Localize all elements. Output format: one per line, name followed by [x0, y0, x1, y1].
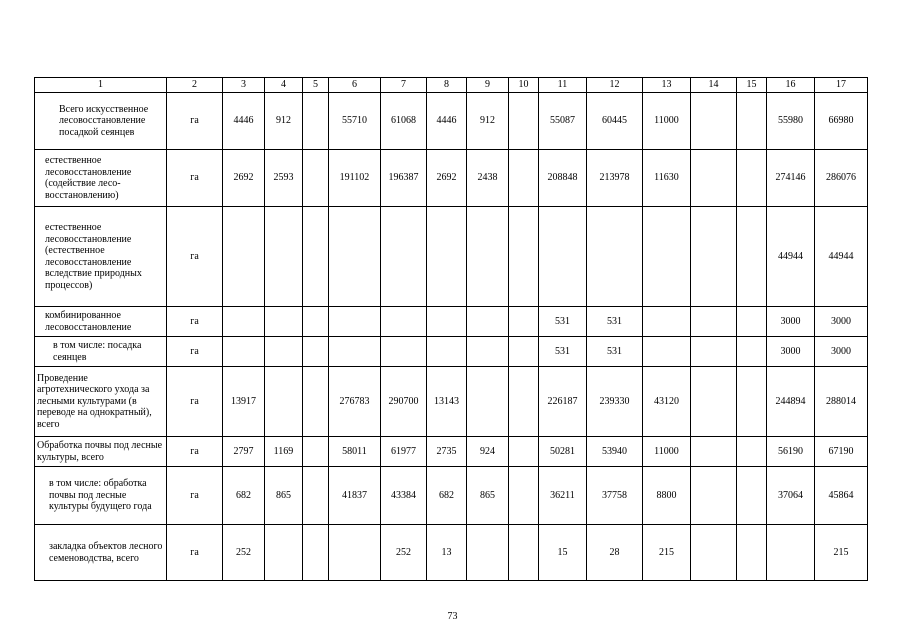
value-cell — [737, 150, 767, 207]
value-cell: 58011 — [329, 437, 381, 467]
value-cell: 60445 — [587, 93, 643, 150]
value-cell — [427, 307, 467, 337]
value-cell — [265, 525, 303, 581]
value-cell — [691, 467, 737, 525]
value-cell — [329, 525, 381, 581]
value-cell: 276783 — [329, 367, 381, 437]
value-cell: 50281 — [539, 437, 587, 467]
value-cell: 3000 — [767, 307, 815, 337]
value-cell — [467, 367, 509, 437]
page-number: 73 — [447, 611, 458, 622]
value-cell — [329, 337, 381, 367]
value-cell: 2797 — [223, 437, 265, 467]
value-cell — [467, 207, 509, 307]
value-cell: 2735 — [427, 437, 467, 467]
table-row — [35, 337, 868, 367]
table-row — [35, 93, 868, 150]
value-cell: 244894 — [767, 367, 815, 437]
value-cell: 2692 — [223, 150, 265, 207]
header-cell: 9 — [467, 78, 509, 93]
header-cell: 10 — [509, 78, 539, 93]
header-cell: 13 — [643, 78, 691, 93]
value-cell: 682 — [427, 467, 467, 525]
value-cell — [467, 337, 509, 367]
value-cell — [329, 307, 381, 337]
value-cell: 8800 — [643, 467, 691, 525]
value-cell: 3000 — [815, 307, 868, 337]
header-cell: 4 — [265, 78, 303, 93]
value-cell: 55980 — [767, 93, 815, 150]
value-cell: 11000 — [643, 93, 691, 150]
unit-cell: га — [167, 467, 223, 525]
value-cell: 2593 — [265, 150, 303, 207]
value-cell: 274146 — [767, 150, 815, 207]
value-cell: 37758 — [587, 467, 643, 525]
value-cell — [691, 367, 737, 437]
table-row — [35, 525, 868, 581]
value-cell: 43120 — [643, 367, 691, 437]
value-cell: 4446 — [223, 93, 265, 150]
value-cell: 3000 — [815, 337, 868, 367]
header-cell: 6 — [329, 78, 381, 93]
unit-cell: га — [167, 337, 223, 367]
value-cell — [303, 367, 329, 437]
value-cell: 215 — [815, 525, 868, 581]
header-cell: 2 — [167, 78, 223, 93]
forest-restoration-table — [34, 77, 868, 581]
header-row — [35, 78, 868, 93]
value-cell — [737, 367, 767, 437]
value-cell — [265, 337, 303, 367]
value-cell: 288014 — [815, 367, 868, 437]
value-cell — [509, 437, 539, 467]
header-cell: 14 — [691, 78, 737, 93]
value-cell: 290700 — [381, 367, 427, 437]
value-cell — [737, 437, 767, 467]
value-cell: 252 — [381, 525, 427, 581]
table-row — [35, 207, 868, 307]
value-cell: 531 — [539, 307, 587, 337]
value-cell — [737, 467, 767, 525]
value-cell — [643, 207, 691, 307]
value-cell — [265, 307, 303, 337]
value-cell: 2438 — [467, 150, 509, 207]
value-cell — [643, 337, 691, 367]
value-cell — [223, 307, 265, 337]
value-cell — [643, 307, 691, 337]
value-cell: 191102 — [329, 150, 381, 207]
value-cell: 531 — [587, 337, 643, 367]
value-cell: 36211 — [539, 467, 587, 525]
value-cell — [427, 337, 467, 367]
value-cell: 213978 — [587, 150, 643, 207]
value-cell: 44944 — [815, 207, 868, 307]
value-cell: 61977 — [381, 437, 427, 467]
value-cell — [467, 525, 509, 581]
value-cell: 13 — [427, 525, 467, 581]
value-cell — [381, 207, 427, 307]
header-cell: 17 — [815, 78, 868, 93]
row-description: Всего искусственное лесовосстановление посадкой сеянцев — [35, 93, 167, 150]
value-cell — [303, 150, 329, 207]
value-cell — [509, 307, 539, 337]
unit-cell: га — [167, 525, 223, 581]
table-row — [35, 150, 868, 207]
value-cell — [303, 93, 329, 150]
value-cell — [303, 437, 329, 467]
value-cell — [303, 525, 329, 581]
value-cell — [223, 337, 265, 367]
value-cell — [303, 307, 329, 337]
value-cell — [691, 93, 737, 150]
table-row — [35, 367, 868, 437]
table-row — [35, 437, 868, 467]
value-cell: 4446 — [427, 93, 467, 150]
table-row — [35, 467, 868, 525]
value-cell: 66980 — [815, 93, 868, 150]
value-cell — [223, 207, 265, 307]
value-cell — [587, 207, 643, 307]
value-cell — [691, 437, 737, 467]
row-description: Проведение агротехнического ухода за лесными культурами (в переводе на однократный), всего — [35, 367, 167, 437]
value-cell — [329, 207, 381, 307]
value-cell: 53940 — [587, 437, 643, 467]
value-cell: 13917 — [223, 367, 265, 437]
value-cell: 912 — [467, 93, 509, 150]
value-cell: 44944 — [767, 207, 815, 307]
row-description: естественное лесовосстановление (естественное лесовосстановление вследствие природных процессов) — [35, 207, 167, 307]
value-cell — [691, 207, 737, 307]
value-cell — [509, 150, 539, 207]
value-cell — [303, 337, 329, 367]
header-cell: 12 — [587, 78, 643, 93]
value-cell — [509, 93, 539, 150]
row-description: комбинированное лесовосстановление — [35, 307, 167, 337]
header-cell: 5 — [303, 78, 329, 93]
value-cell: 13143 — [427, 367, 467, 437]
value-cell: 208848 — [539, 150, 587, 207]
value-cell — [427, 207, 467, 307]
header-cell: 15 — [737, 78, 767, 93]
value-cell — [691, 307, 737, 337]
value-cell — [303, 207, 329, 307]
value-cell: 682 — [223, 467, 265, 525]
header-cell: 16 — [767, 78, 815, 93]
value-cell: 912 — [265, 93, 303, 150]
value-cell — [381, 337, 427, 367]
header-cell: 7 — [381, 78, 427, 93]
unit-cell: га — [167, 437, 223, 467]
header-cell: 11 — [539, 78, 587, 93]
value-cell — [265, 367, 303, 437]
header-cell: 1 — [35, 78, 167, 93]
unit-cell: га — [167, 150, 223, 207]
value-cell: 3000 — [767, 337, 815, 367]
value-cell: 196387 — [381, 150, 427, 207]
value-cell: 226187 — [539, 367, 587, 437]
value-cell: 11630 — [643, 150, 691, 207]
value-cell: 43384 — [381, 467, 427, 525]
unit-cell: га — [167, 307, 223, 337]
value-cell — [691, 150, 737, 207]
value-cell — [509, 367, 539, 437]
value-cell: 28 — [587, 525, 643, 581]
value-cell: 15 — [539, 525, 587, 581]
row-description: естественное лесовосстановление (содействие лесо-восстановлению) — [35, 150, 167, 207]
value-cell: 56190 — [767, 437, 815, 467]
row-description: в том числе: обработка почвы под лесные культуры будущего года — [35, 467, 167, 525]
unit-cell: га — [167, 93, 223, 150]
value-cell: 41837 — [329, 467, 381, 525]
value-cell: 45864 — [815, 467, 868, 525]
value-cell: 55710 — [329, 93, 381, 150]
value-cell: 67190 — [815, 437, 868, 467]
value-cell — [303, 467, 329, 525]
value-cell — [767, 525, 815, 581]
value-cell — [737, 307, 767, 337]
value-cell — [737, 525, 767, 581]
value-cell: 865 — [467, 467, 509, 525]
value-cell — [265, 207, 303, 307]
value-cell: 924 — [467, 437, 509, 467]
value-cell: 37064 — [767, 467, 815, 525]
value-cell — [737, 93, 767, 150]
unit-cell: га — [167, 367, 223, 437]
value-cell: 215 — [643, 525, 691, 581]
value-cell: 11000 — [643, 437, 691, 467]
value-cell: 61068 — [381, 93, 427, 150]
unit-cell: га — [167, 207, 223, 307]
value-cell: 2692 — [427, 150, 467, 207]
value-cell: 55087 — [539, 93, 587, 150]
header-cell: 8 — [427, 78, 467, 93]
value-cell: 239330 — [587, 367, 643, 437]
value-cell: 286076 — [815, 150, 868, 207]
table-row — [35, 307, 868, 337]
value-cell — [509, 467, 539, 525]
value-cell — [509, 207, 539, 307]
value-cell — [691, 337, 737, 367]
value-cell — [381, 307, 427, 337]
value-cell: 531 — [539, 337, 587, 367]
value-cell: 1169 — [265, 437, 303, 467]
value-cell — [737, 337, 767, 367]
value-cell — [539, 207, 587, 307]
value-cell: 865 — [265, 467, 303, 525]
value-cell — [509, 525, 539, 581]
value-cell — [737, 207, 767, 307]
header-cell: 3 — [223, 78, 265, 93]
value-cell — [691, 525, 737, 581]
value-cell: 531 — [587, 307, 643, 337]
value-cell — [509, 337, 539, 367]
value-cell — [467, 307, 509, 337]
row-description: в том числе: посадка сеянцев — [35, 337, 167, 367]
row-description: закладка объектов лесного семеноводства, всего — [35, 525, 167, 581]
value-cell: 252 — [223, 525, 265, 581]
row-description: Обработка почвы под лесные культуры, всего — [35, 437, 167, 467]
